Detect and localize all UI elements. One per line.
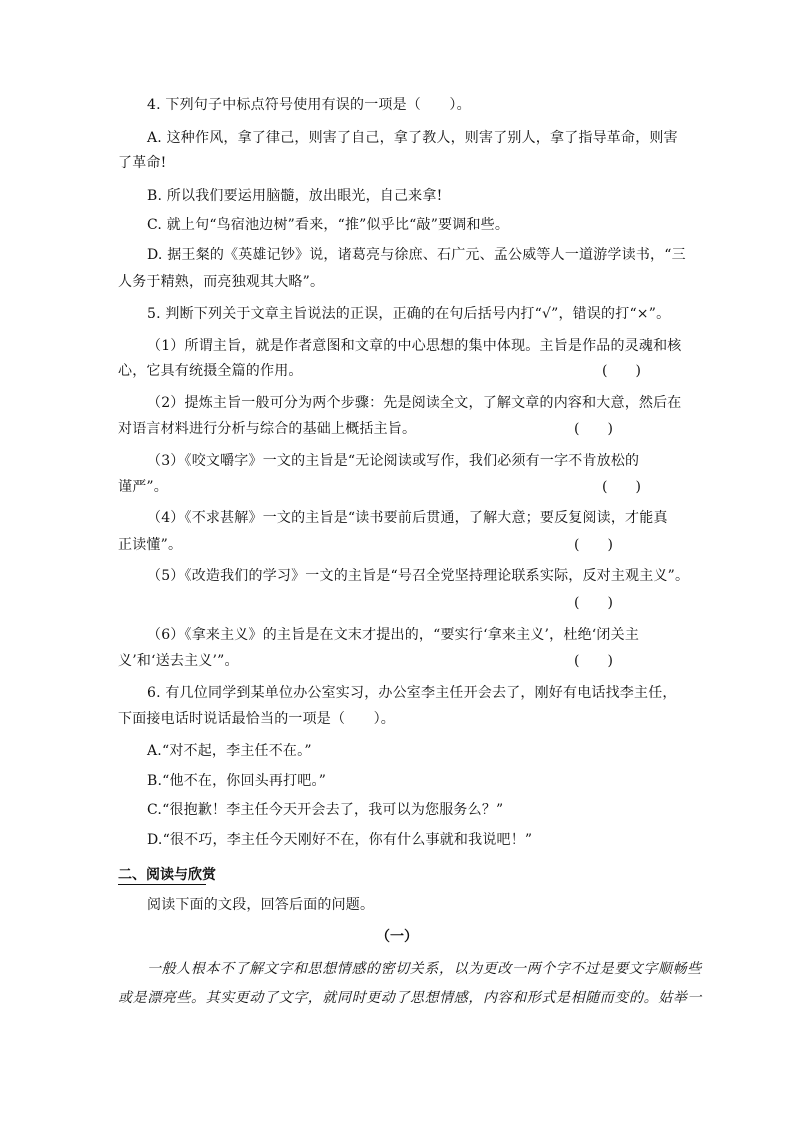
q4-option-b: B. 所以我们要运用脑髓，放出眼光，自己来拿! — [147, 188, 443, 204]
q5-item2-line1: （2）提炼主旨一般可分为两个步骤：先是阅读全文，了解文章的内容和大意，然后在 — [147, 395, 682, 411]
passage-line1: 一般人根本不了解文字和思想情感的密切关系，以为更改一两个字不过是要文字顺畅些 — [147, 961, 702, 977]
q5-item4-line1: （4）《不求甚解》一文的主旨是“读书要前后贯通，了解大意；要反复阅读，才能真 — [147, 510, 668, 526]
q5-item2-line2: 对语言材料进行分析与综合的基础上概括主旨。 — [118, 421, 417, 437]
q5-item6-line1: （6）《拿来主义》的主旨是在文末才提出的，“要实行‘拿来主义’，杜绝‘闭关主 — [147, 627, 640, 643]
q5-item1-answer-blank: ( ) — [602, 363, 641, 379]
q5-item1-line1: （1）所谓主旨，就是作者意图和文章的中心思想的集中体现。主旨是作品的灵魂和核 — [147, 338, 682, 354]
q6-option-d: D.“很不巧，李主任今天刚好不在，你有什么事就和我说吧！” — [147, 832, 533, 848]
q6-option-a: A.“对不起，李主任不在。” — [147, 743, 312, 759]
section-2-heading: 二、阅读与欣赏 — [118, 867, 216, 883]
q4-stem: 4. 下列句子中标点符号使用有误的一项是（ ）。 — [147, 97, 471, 113]
q4-option-d-line2: 人务于精熟，而亮独观其大略”。 — [118, 274, 325, 290]
q6-stem-line1: 6. 有几位同学到某单位办公室实习，办公室李主任开会去了，刚好有电话找李主任， — [147, 685, 677, 701]
q6-option-b: B.“他不在，你回头再打吧。” — [147, 773, 327, 789]
q5-item3-line1: （3）《咬文嚼字》一文的主旨是“无论阅读或写作，我们必须有一字不肯放松的 — [147, 453, 640, 469]
section-heading-underline — [118, 884, 206, 885]
q5-item6-answer-blank: ( ) — [574, 653, 613, 669]
q4-option-d-line1: D. 据王粲的《英雄记钞》说，诸葛亮与徐庶、石广元、孟公威等人一道游学读书，“三 — [147, 247, 686, 263]
q5-item4-answer-blank: ( ) — [574, 537, 613, 553]
q5-stem: 5. 判断下列关于文章主旨说法的正误，正确的在句后括号内打“√”，错误的打“×”。 — [147, 306, 671, 322]
q4-option-c: C. 就上句“鸟宿池边树”看来，“推”似乎比“敲”要调和些。 — [147, 217, 510, 233]
passage-line2: 或是漂亮些。其实更动了文字，就同时更动了思想情感，内容和形式是相随而变的。姑举一 — [118, 990, 702, 1006]
q5-item2-answer-blank: ( ) — [574, 421, 613, 437]
q5-item3-line2: 谨严”。 — [118, 479, 168, 495]
q4-option-a-line1: A. 这种作风，拿了律己，则害了自己，拿了教人，则害了别人，拿了指导革命，则害 — [147, 130, 678, 146]
q6-stem-line2: 下面接电话时说话最恰当的一项是（ ）。 — [118, 711, 395, 727]
q5-item4-line2: 正读懂”。 — [118, 537, 183, 553]
q5-item6-line2: 义’和‘送去主义’”。 — [118, 653, 239, 669]
q4-option-a-line2: 了革命! — [118, 155, 167, 171]
passage-part-label: （一） — [376, 929, 418, 945]
q5-item5-line1: （5）《改造我们的学习》一文的主旨是“号召全党坚持理论联系实际，反对主观主义”。 — [147, 568, 690, 584]
q5-item5-answer-blank: ( ) — [574, 595, 613, 611]
q6-option-c: C.“很抱歉！李主任今天开会去了，我可以为您服务么？” — [147, 802, 504, 818]
reading-instruction: 阅读下面的文段，回答后面的问题。 — [147, 897, 375, 913]
q5-item3-answer-blank: ( ) — [602, 479, 641, 495]
q5-item1-line2: 心，它具有统摄全篇的作用。 — [118, 363, 303, 379]
